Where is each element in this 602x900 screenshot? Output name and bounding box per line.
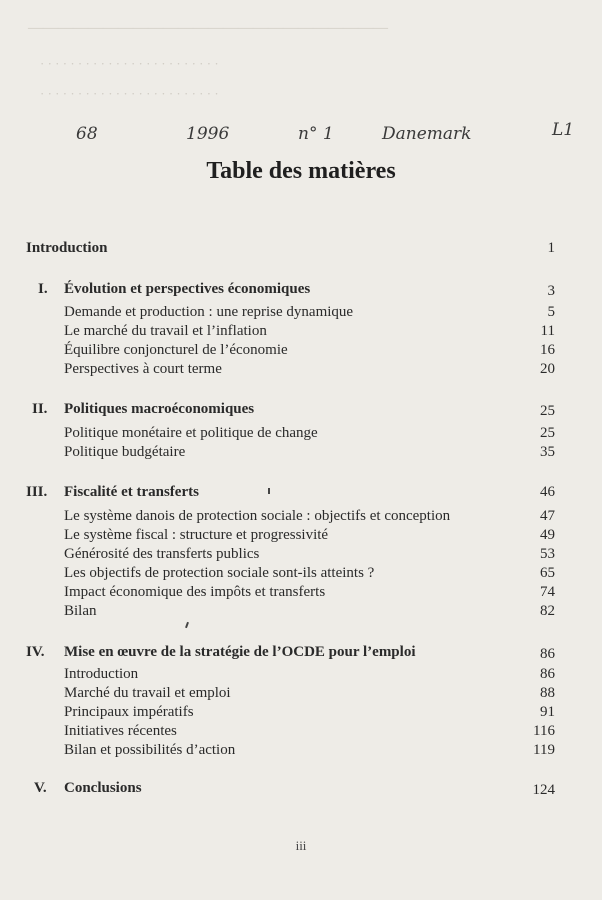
toc-introduction-page: 1 xyxy=(547,240,555,256)
section-numeral: III. xyxy=(26,484,48,500)
toc-item-page: 49 xyxy=(540,527,555,543)
toc-item-page: 16 xyxy=(540,342,555,358)
toc-item-label: Bilan xyxy=(64,603,97,619)
toc-item-page: 74 xyxy=(540,584,555,600)
toc-item-label: Introduction xyxy=(64,666,139,682)
section-title: Mise en œuvre de la stratégie de l’OCDE pour l’emploi xyxy=(64,644,416,660)
toc-item-page: 65 xyxy=(540,565,555,581)
section-title: Conclusions xyxy=(64,780,142,796)
toc-item-label: Initiatives récentes xyxy=(64,723,177,739)
handwritten-code: 68 xyxy=(76,124,98,144)
toc-item-label: Impact économique des impôts et transferts xyxy=(64,584,326,600)
handwritten-number: n° 1 xyxy=(298,124,334,144)
toc-item-page: 25 xyxy=(540,425,555,441)
toc-item-label: Le système danois de protection sociale : objectifs et conception xyxy=(64,508,451,524)
section-page: 25 xyxy=(540,403,555,419)
toc-item-page: 119 xyxy=(533,742,555,758)
toc-item-label: Marché du travail et emploi xyxy=(64,685,231,701)
section-title: Évolution et perspectives économiques xyxy=(64,281,311,297)
toc-item-label: Équilibre conjoncturel de l’économie xyxy=(64,342,288,358)
section-numeral: I. xyxy=(38,281,48,297)
toc-item-page: 82 xyxy=(540,603,555,619)
handwritten-year: 1996 xyxy=(186,124,230,144)
toc-item-label: Le marché du travail et l’inflation xyxy=(64,323,267,339)
page-number: iii xyxy=(295,838,307,853)
section-page: 86 xyxy=(540,646,555,662)
toc-item-page: 88 xyxy=(540,685,555,701)
toc-item-label: Politique budgétaire xyxy=(64,444,186,460)
toc-introduction-label: Introduction xyxy=(26,240,108,256)
toc-item-label: Les objectifs de protection sociale sont-ils atteints ? xyxy=(64,565,375,581)
toc-item-page: 91 xyxy=(540,704,555,720)
toc-item-label: Principaux impératifs xyxy=(64,704,194,720)
section-page: 124 xyxy=(532,782,555,798)
toc-item-label: Demande et production : une reprise dynamique xyxy=(64,304,354,320)
section-title: Fiscalité et transferts xyxy=(64,484,199,500)
handwritten-country: Danemark xyxy=(382,124,472,144)
toc-item-label: Perspectives à court terme xyxy=(64,361,222,377)
pen-mark xyxy=(185,622,189,628)
section-title: Politiques macroéconomiques xyxy=(64,401,255,417)
pen-mark xyxy=(268,488,270,494)
section-page: 3 xyxy=(547,283,555,299)
page-title: Table des matières xyxy=(206,158,396,184)
toc-item-label: Bilan et possibilités d’action xyxy=(64,742,236,758)
toc-item-label: Politique monétaire et politique de change xyxy=(64,425,318,441)
toc-item-page: 11 xyxy=(540,323,555,339)
section-numeral: II. xyxy=(32,401,48,417)
toc-item-page: 35 xyxy=(540,444,555,460)
section-page: 46 xyxy=(540,484,555,500)
toc-item-page: 86 xyxy=(540,666,555,682)
show-through-text: ———————————————————————— · · · · · · · · · · · · · · · · · · · · · · · · · · · · · · · · · · · · · · · · · · · · · · · · xyxy=(28,20,388,101)
toc-item-label: Générosité des transferts publics xyxy=(64,546,260,562)
toc-item-page: 47 xyxy=(540,508,555,524)
section-numeral: IV. xyxy=(26,644,45,660)
toc-item-page: 53 xyxy=(540,546,555,562)
toc-item-page: 116 xyxy=(533,723,555,739)
handwritten-ref: L1 xyxy=(552,120,575,140)
toc-item-page: 20 xyxy=(540,361,555,377)
toc-item-page: 5 xyxy=(547,304,555,320)
toc-item-label: Le système fiscal : structure et progressivité xyxy=(64,527,329,543)
section-numeral: V. xyxy=(34,780,47,796)
